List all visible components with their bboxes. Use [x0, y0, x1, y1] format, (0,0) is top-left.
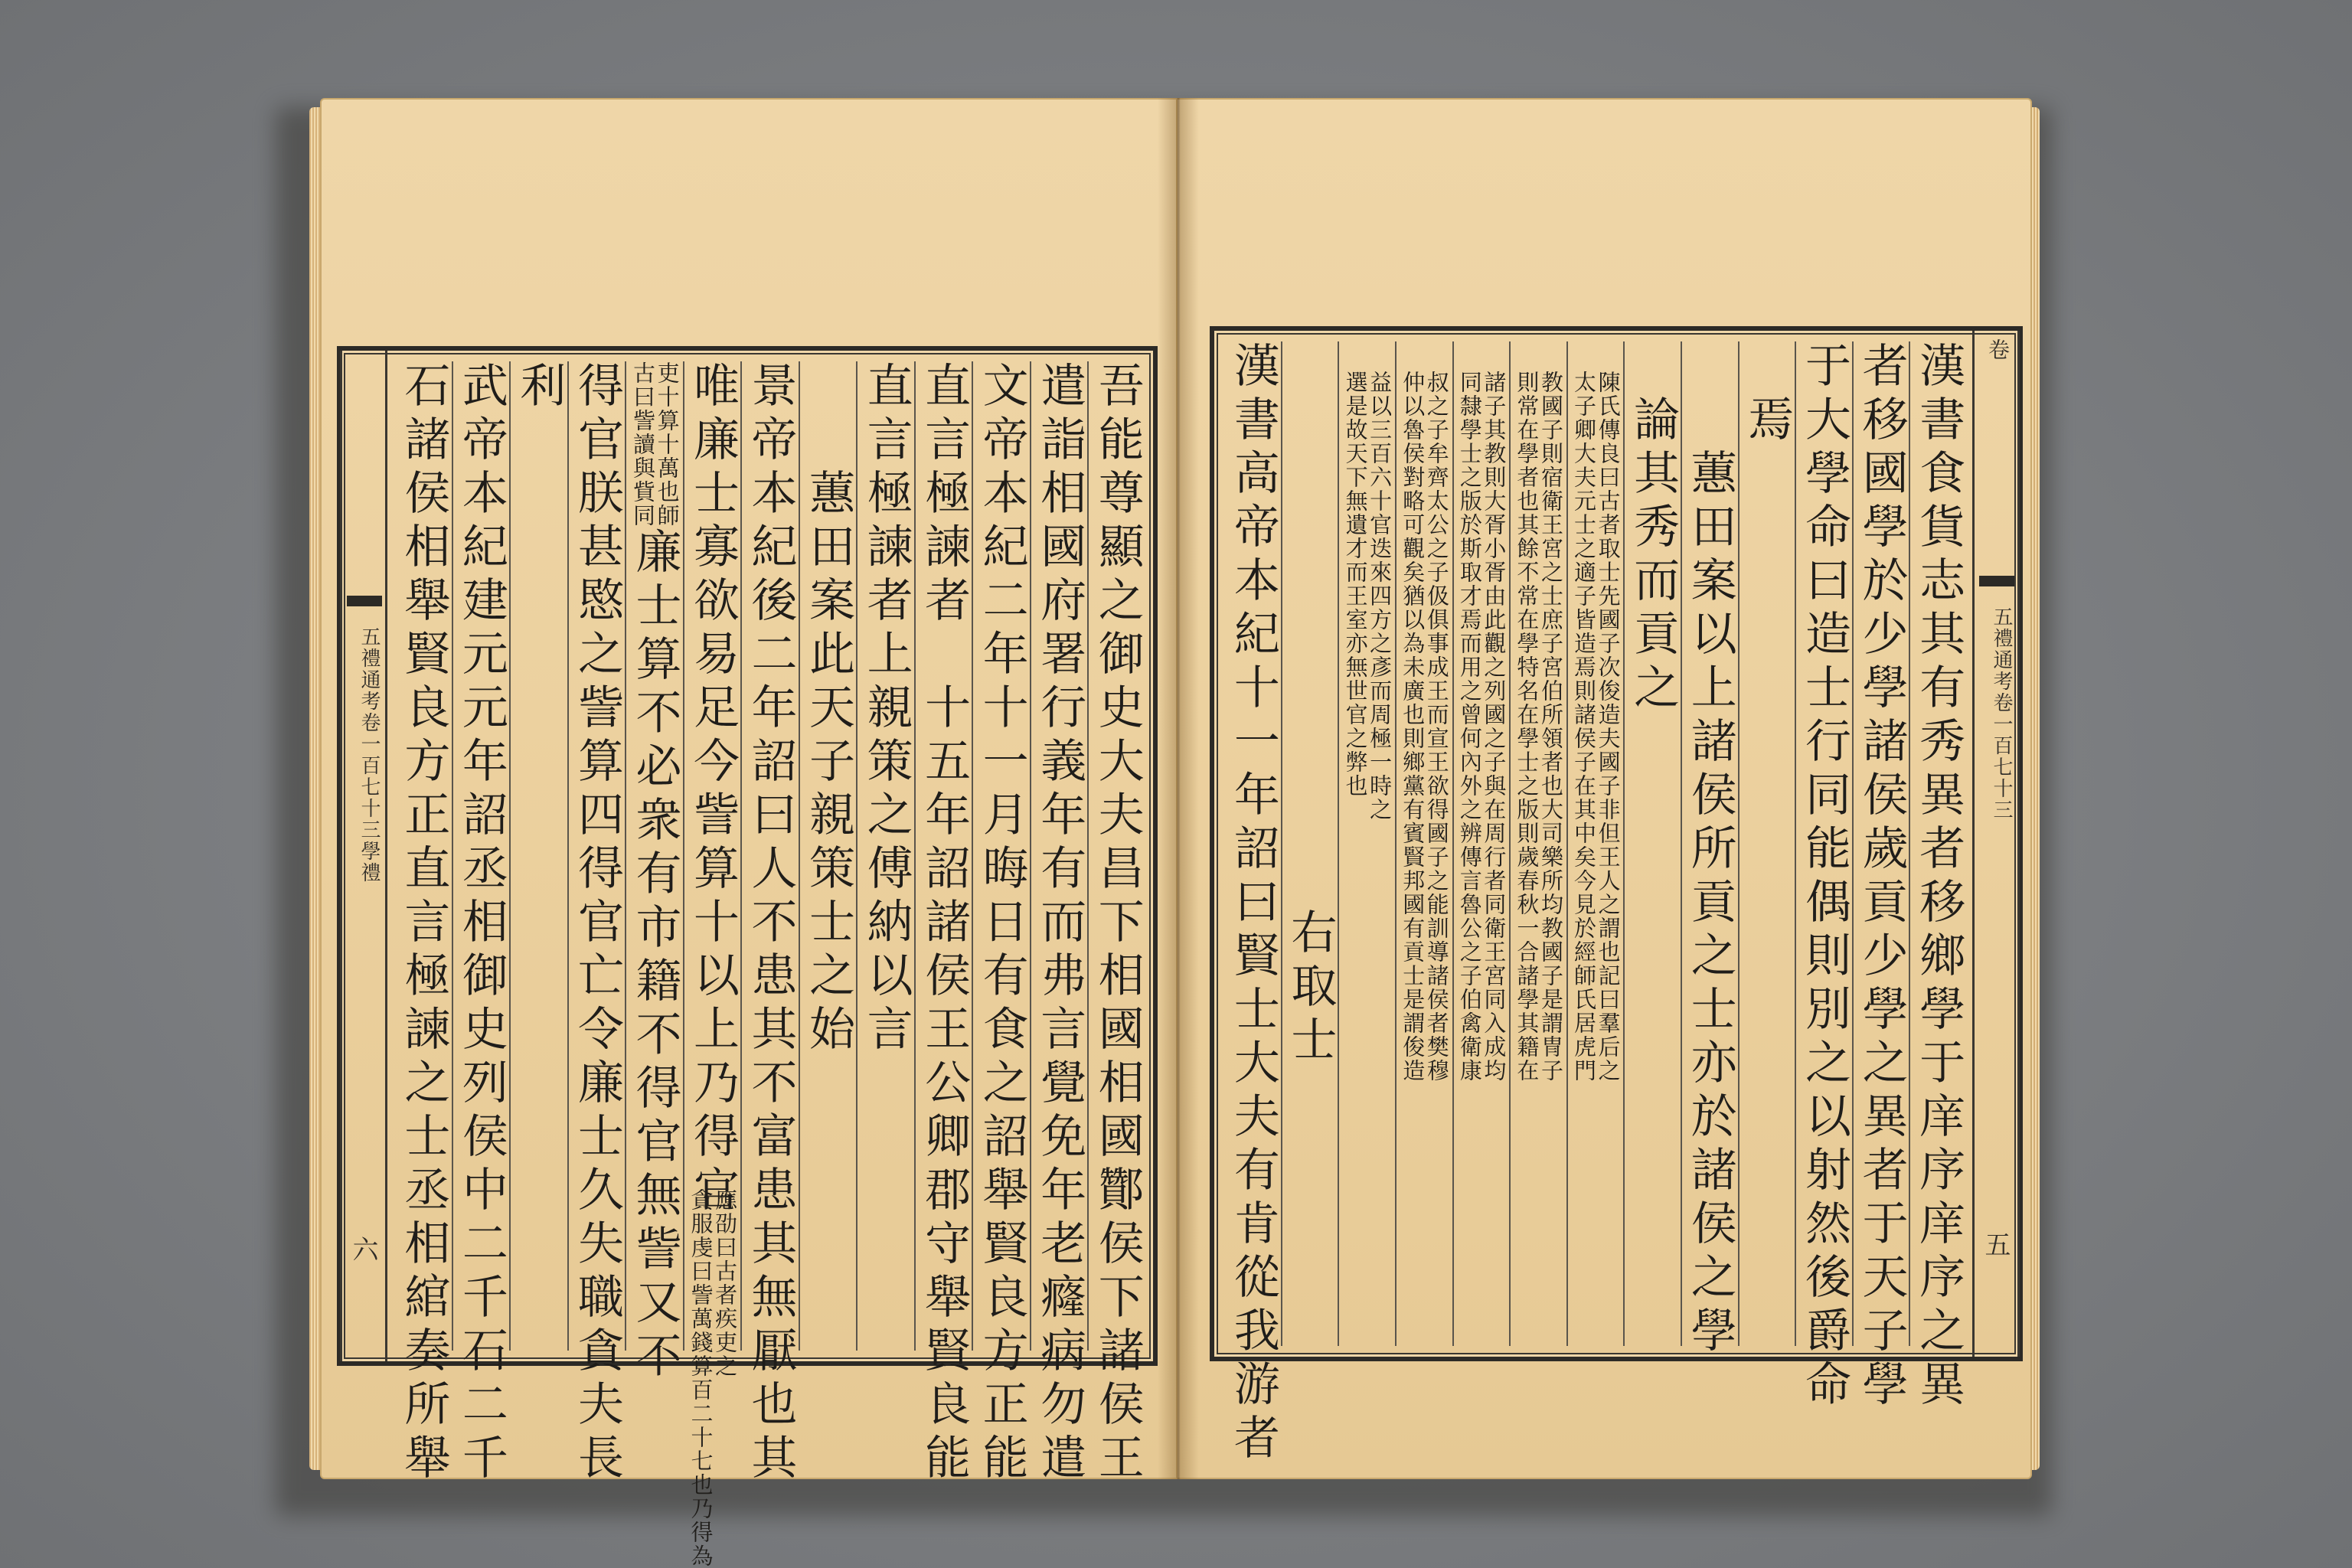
text-column: [1795, 341, 1852, 1413]
text-column: [509, 361, 567, 1351]
right-fish-tail-column: [1972, 331, 2020, 1357]
column-text: 唯廉士寡欲易足今訾算十以上乃得官: [686, 361, 740, 1219]
column-text: 吾能尊顯之御史大夫昌下相國相國酇侯下諸侯王: [1090, 361, 1145, 1487]
column-text: 利: [512, 361, 567, 415]
left-folio-number: 六: [348, 1236, 378, 1262]
column-text: 漢書食貨志其有秀異者移鄉學于庠序庠序之異: [1912, 341, 1966, 1413]
annotation-text: 教國子則宿衛王宮之士庶子宮伯所領者也大司樂所均教國子是謂冑子: [1538, 371, 1564, 1083]
left-text-area: [395, 361, 1145, 1568]
annotation-column: [1566, 341, 1624, 1346]
annotation-text: 諸子其教則大胥小胥由此觀之列國之子與在周行者同衛王宮同入成均: [1481, 371, 1508, 1083]
annotation-text: 貪服虔曰訾萬錢算百二十七也乃得為: [688, 1188, 714, 1568]
annotation-text: 益以三百六十官迭來四方之彥而周極一時之: [1367, 371, 1393, 822]
text-column: [799, 361, 857, 1351]
text-column: [856, 361, 914, 1351]
mixed-column: [625, 361, 683, 1385]
right-fish-title: 五禮通考卷一百七十三: [1990, 606, 2013, 821]
text-column: [1909, 341, 1966, 1413]
column-text: 蕙田案此天子親策士之始: [802, 469, 856, 1058]
annotation-text: 古曰訾讀與貲同: [629, 361, 656, 528]
annotation-column: [1338, 341, 1395, 1346]
text-column: [1030, 361, 1088, 1487]
annotation-text: 太子卿大夫元士之適子皆造焉則諸侯子在其中矣今見於經師氏居虎門: [1571, 371, 1598, 1083]
text-column: [1281, 341, 1338, 1346]
text-column: [1852, 341, 1909, 1413]
left-fish-title: 五禮通考卷一百七十三學禮: [358, 626, 381, 884]
column-text: 漢書高帝本紀十一年詔曰賢士大夫有肯從我游者: [1226, 341, 1280, 1467]
fish-tail-mark: [1979, 576, 2014, 586]
annotation-text: 叔之子牟齊太公之子伋俱事成王而宣王欲得國子之能訓導諸侯者樊穆: [1423, 371, 1450, 1083]
text-column: [740, 361, 799, 1487]
column-text: 遣詣相國府署行義年有而弗言覺免年老癃病勿遣: [1033, 361, 1087, 1487]
column-text: 者移國學於少學諸侯歲貢少學之異者于天子學: [1854, 341, 1909, 1413]
annotation-text: 仲以魯侯對略可觀矣猶以為未廣也則鄉黨有賓賢邦國有貢士是謂俊造: [1400, 371, 1426, 1083]
column-text: 武帝本紀建元元年詔丞相御史列侯中二千石二千: [454, 361, 508, 1487]
annotation-text: 選是故天下無遺才而王室亦無世官之弊也: [1342, 371, 1369, 798]
text-column: [1225, 341, 1281, 1467]
text-column: [567, 361, 626, 1487]
text-column: [1738, 341, 1795, 1346]
text-column: [395, 361, 452, 1487]
book-gutter: [1158, 98, 1199, 1479]
column-text: 直言極諫者 十五年詔諸侯王公卿郡守舉賢良能: [917, 361, 972, 1487]
annotation-column: [1395, 341, 1452, 1346]
section-heading: 右取士: [1283, 908, 1338, 1069]
annotation-column: [1509, 341, 1566, 1346]
left-page-frame: [337, 346, 1158, 1568]
right-fish-top-char: 卷: [1985, 338, 2011, 360]
text-column: [452, 361, 510, 1487]
right-folio-number: 五: [1980, 1231, 2011, 1257]
column-text: 文帝本紀二年十一月晦日有食之詔舉賢良方正能: [975, 361, 1029, 1487]
text-column: [1087, 361, 1145, 1487]
text-column: [914, 361, 972, 1487]
right-text-area: [1225, 341, 1966, 1467]
column-text: 石諸侯相舉賢良方正直言極諫之士丞相綰奏所舉: [397, 361, 451, 1487]
fish-tail-mark: [347, 596, 382, 606]
annotation-text: 陳氏傳良曰古者取士先國子次俊造夫國子非但王人之謂也記曰羣后之: [1595, 371, 1622, 1083]
column-text: 于大學命曰造士行同能偶則別之以射然後爵命: [1797, 341, 1851, 1413]
column-text: 焉: [1740, 395, 1795, 449]
text-column: [972, 361, 1030, 1487]
text-column: [1681, 341, 1738, 1360]
column-text: 廉士算不必衆有市籍不得官無訾又不: [628, 528, 682, 1385]
annotation-text: 吏十算十萬也師: [654, 361, 681, 528]
annotation-text: 則常在學者也其餘不常在學特名在學士之版則歲春秋一合諸學其籍在: [1514, 371, 1540, 1083]
right-page-frame: [1210, 326, 2023, 1467]
column-text: 蕙田案以上諸侯所貢之士亦於諸侯之學: [1683, 449, 1737, 1360]
text-column: [1623, 341, 1681, 1346]
annotation-column: [1452, 341, 1510, 1346]
column-text: 論其秀而貢之: [1626, 395, 1681, 717]
column-text: 直言極諫者上親策之傅納以言: [859, 361, 913, 1058]
column-text: 得官朕甚愍之訾算四得官亡令廉士久失職貪夫長: [570, 361, 624, 1487]
annotation-text: 應劭曰古者疾吏之: [712, 1188, 739, 1378]
left-fish-tail-column: [340, 351, 387, 1361]
column-text: 景帝本紀後二年詔曰人不患其不富患其無厭也其: [743, 361, 798, 1487]
mixed-column: [683, 361, 741, 1568]
annotation-text: 同隸學士之版於斯取才焉而用之曾何內外之辨傳言魯公之子伯禽衛康: [1456, 371, 1483, 1083]
